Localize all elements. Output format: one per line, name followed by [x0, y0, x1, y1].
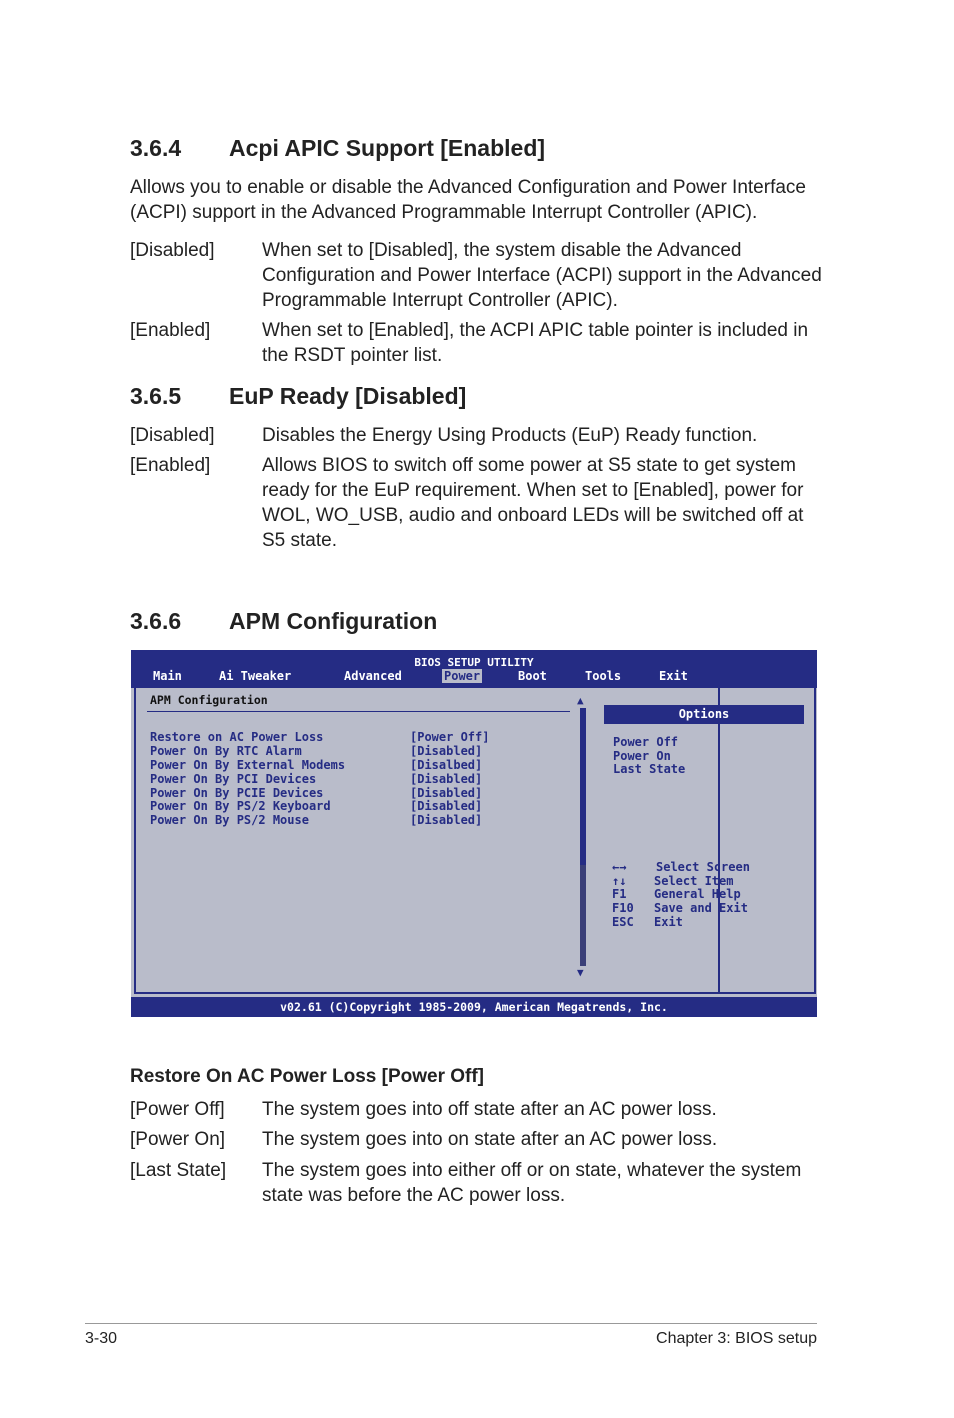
desc-line: The system goes into off state after an AC power loss. [262, 1099, 717, 1120]
desc-line: The system goes into on state after an AC power loss. [262, 1129, 718, 1150]
bios-item-external-modems[interactable]: Power On By External Modems [150, 758, 346, 772]
option-term: [Disabled] [130, 240, 215, 261]
bios-item-value[interactable]: [Disabled] [410, 786, 483, 800]
intro-line: (ACPI) support in the Advanced Programmable Interrupt Controller (APIC). [130, 202, 758, 223]
subsection-heading: Restore On AC Power Loss [Power Off] [130, 1066, 485, 1087]
scrollbar-thumb[interactable] [580, 708, 586, 865]
bios-item-restore-ac[interactable]: Restore on AC Power Loss [150, 730, 324, 744]
option-term: [Power Off] [130, 1099, 225, 1120]
section-title: EuP Ready [Disabled] [229, 383, 467, 409]
section-number: 3.6.5 [130, 383, 182, 409]
desc-line: S5 state. [262, 530, 337, 551]
option-description [262, 318, 822, 368]
menu-tab-advanced[interactable]: Advanced [344, 669, 402, 683]
option-description [262, 453, 822, 553]
menu-tab-ai-tweaker[interactable]: Ai Tweaker [219, 669, 292, 683]
key-hint-desc: Exit [654, 915, 683, 929]
option-term: [Enabled] [130, 320, 211, 341]
section-title: APM Configuration [229, 608, 438, 634]
section-number: 3.6.6 [130, 608, 182, 634]
key-hint-desc: Select Item [654, 874, 734, 888]
option-term: [Last State] [130, 1160, 227, 1181]
bios-item-value[interactable]: [Disabled] [410, 744, 483, 758]
bios-item-value[interactable]: [Disabled] [410, 799, 483, 813]
bios-section-title: APM Configuration [150, 693, 268, 707]
bios-screen [131, 650, 817, 1017]
bios-item-ps2-mouse[interactable]: Power On By PS/2 Mouse [150, 813, 309, 827]
key-hint-key: F10 [612, 901, 634, 915]
desc-line: state was before the AC power loss. [262, 1185, 566, 1206]
bios-item-value[interactable]: [Disalbed] [410, 758, 483, 772]
key-hint-key: ↑↓ [612, 874, 627, 888]
desc-line: Configuration and Power Interface (ACPI) support in the Advanced [262, 265, 822, 286]
bios-item-value[interactable]: [Disabled] [410, 772, 483, 786]
key-hint-key: ESC [612, 915, 634, 929]
chapter-label: Chapter 3: BIOS setup [656, 1330, 817, 1347]
bios-divider [718, 688, 720, 994]
desc-line: The system goes into either off or on state, whatever the system [262, 1160, 802, 1181]
key-hint-desc: Save and Exit [654, 901, 748, 915]
scroll-down-arrow-icon[interactable]: ▼ [577, 966, 584, 979]
desc-line: Disables the Energy Using Products (EuP) Ready function. [262, 425, 758, 446]
intro-line: Allows you to enable or disable the Advanced Configuration and Power Interface [130, 177, 806, 198]
section-title: Acpi APIC Support [Enabled] [229, 135, 546, 161]
bios-item-value[interactable]: [Disabled] [410, 813, 483, 827]
key-hint-key: F1 [612, 887, 627, 901]
desc-line: ready for the EuP requirement. When set to [Enabled], power for [262, 480, 804, 501]
option-description [262, 238, 822, 313]
desc-line: When set to [Enabled], the ACPI APIC table pointer is included in [262, 320, 809, 341]
bios-section-underline [147, 711, 570, 712]
bios-item-pci-devices[interactable]: Power On By PCI Devices [150, 772, 317, 786]
option-description [262, 1097, 822, 1122]
desc-line: the RSDT pointer list. [262, 345, 443, 366]
option-term: [Disabled] [130, 425, 215, 446]
desc-line: When set to [Disabled], the system disable the Advanced [262, 240, 742, 261]
option-power-on[interactable]: Power On [613, 749, 671, 763]
option-term: [Enabled] [130, 455, 211, 476]
option-term: [Power On] [130, 1129, 226, 1150]
options-header: Options [604, 705, 804, 724]
option-description [262, 423, 822, 448]
menu-tab-power[interactable]: Power [444, 669, 481, 683]
section-number: 3.6.4 [130, 135, 182, 161]
option-last-state[interactable]: Last State [613, 762, 686, 776]
key-hint-desc: General Help [654, 887, 741, 901]
bios-item-ps2-keyboard[interactable]: Power On By PS/2 Keyboard [150, 799, 331, 813]
bios-item-pcie-devices[interactable]: Power On By PCIE Devices [150, 786, 324, 800]
desc-line: Allows BIOS to switch off some power at S5 state to get system [262, 455, 796, 476]
key-hint-desc: Select Screen [656, 860, 750, 874]
section-heading-3-6-6 [130, 608, 830, 636]
page-number: 3-30 [85, 1330, 118, 1347]
menu-tab-main[interactable]: Main [153, 669, 182, 683]
option-power-off[interactable]: Power Off [613, 735, 679, 749]
option-description [262, 1158, 822, 1208]
option-description [262, 1127, 822, 1152]
key-hint-key: ←→ [612, 860, 627, 874]
section-heading-3-6-5 [130, 383, 830, 411]
footer-rule [85, 1323, 817, 1324]
bios-item-rtc-alarm[interactable]: Power On By RTC Alarm [150, 744, 302, 758]
menu-tab-tools[interactable]: Tools [585, 669, 622, 683]
desc-line: WOL, WO_USB, audio and onboard LEDs will be switched off at [262, 505, 804, 526]
bios-copyright-footer: v02.61 (C)Copyright 1985-2009, American Megatrends, Inc. [131, 997, 817, 1017]
bios-title: BIOS SETUP UTILITY [414, 656, 534, 669]
menu-tab-exit[interactable]: Exit [659, 669, 688, 683]
section-heading-3-6-4 [130, 135, 830, 163]
scroll-up-arrow-icon[interactable]: ▲ [577, 694, 584, 707]
intro-paragraph [130, 175, 830, 225]
bios-item-value[interactable]: [Power Off] [410, 730, 490, 744]
menu-tab-boot[interactable]: Boot [518, 669, 547, 683]
scrollbar-track[interactable] [580, 865, 586, 966]
desc-line: Programmable Interrupt Controller (APIC). [262, 290, 618, 311]
